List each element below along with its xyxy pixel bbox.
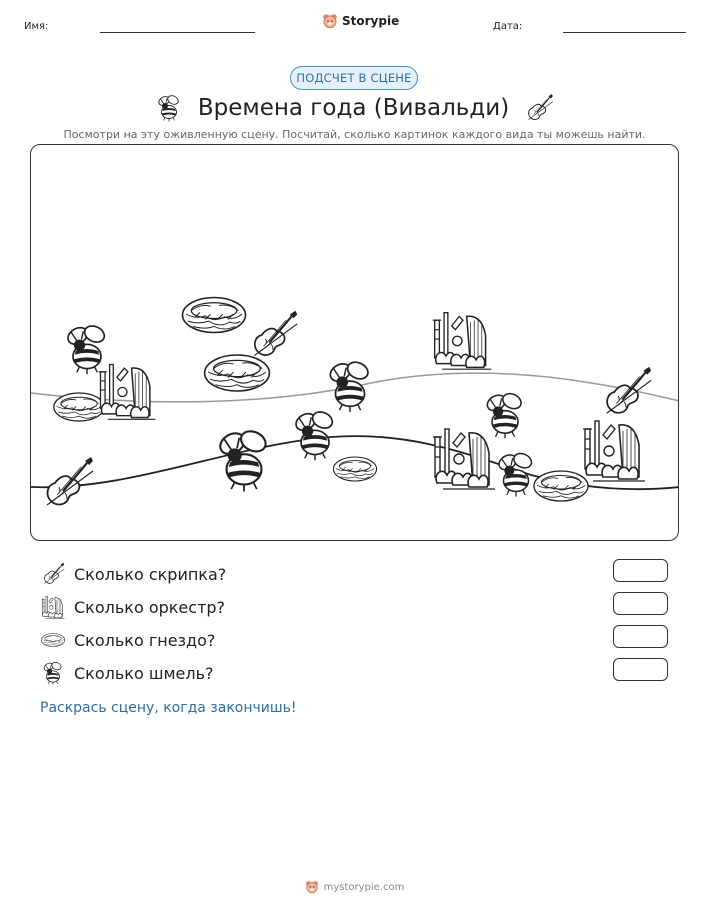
instructions: Посмотри на эту оживленную сцену. Посчитай, сколько картинок каждого вида ты можешь найти. (63, 128, 646, 141)
bee-3 (217, 427, 269, 491)
bee-5 (485, 391, 524, 439)
orchestra-2 (433, 313, 491, 370)
question-bumblebee (40, 660, 214, 686)
coloring-note: Раскрась сцену, когда закончишь! (40, 700, 297, 716)
bee-2 (327, 359, 370, 412)
bear-logo-icon (305, 880, 319, 894)
question-text: Сколько гнездо? (74, 630, 216, 650)
orchestra-4 (583, 421, 645, 481)
counting-scene (30, 144, 679, 541)
title-row (0, 92, 709, 124)
bumblebee-icon (40, 660, 66, 686)
answer-box-orchestra[interactable] (613, 592, 668, 615)
scene-illustration (31, 145, 679, 541)
name-label: Имя: (24, 21, 49, 32)
brand-name: Storypie (342, 14, 400, 28)
nest-1 (183, 298, 246, 333)
orchestra-1 (99, 364, 156, 419)
violin-3 (607, 367, 651, 413)
question-text: Сколько шмель? (74, 663, 214, 683)
question-nest (40, 627, 215, 653)
nest-4 (333, 457, 376, 481)
question-orchestra (40, 594, 225, 620)
bear-logo-icon (322, 13, 338, 29)
answer-box-nest[interactable] (613, 625, 668, 648)
violin-1 (254, 311, 297, 356)
nest-2 (205, 355, 270, 391)
page-title: Времена года (Вивальди) (197, 95, 510, 121)
name-field[interactable] (100, 32, 255, 33)
nest-5 (534, 471, 588, 501)
bee-1 (65, 323, 107, 374)
question-violin (40, 561, 226, 587)
violin-2 (47, 457, 93, 505)
activity-badge: ПОДСЧЕТ В СЦЕНЕ (290, 66, 418, 90)
bee-4 (293, 409, 335, 460)
orchestra-icon (40, 594, 66, 620)
date-label: Дата: (493, 21, 523, 32)
brand-logo (322, 13, 399, 29)
violin-icon (40, 561, 66, 587)
footer-site: mystorypie.com (323, 881, 405, 893)
answer-box-bumblebee[interactable] (613, 658, 668, 681)
question-text: Сколько скрипка? (74, 564, 227, 584)
bumblebee-icon (154, 93, 184, 123)
nest-icon (40, 627, 66, 653)
page-footer (0, 880, 709, 894)
orchestra-3 (433, 429, 495, 489)
nest-3 (54, 393, 104, 421)
date-field[interactable] (563, 32, 686, 33)
question-text: Сколько оркестр? (74, 597, 226, 617)
answer-box-violin[interactable] (613, 559, 668, 582)
violin-icon (523, 92, 555, 124)
